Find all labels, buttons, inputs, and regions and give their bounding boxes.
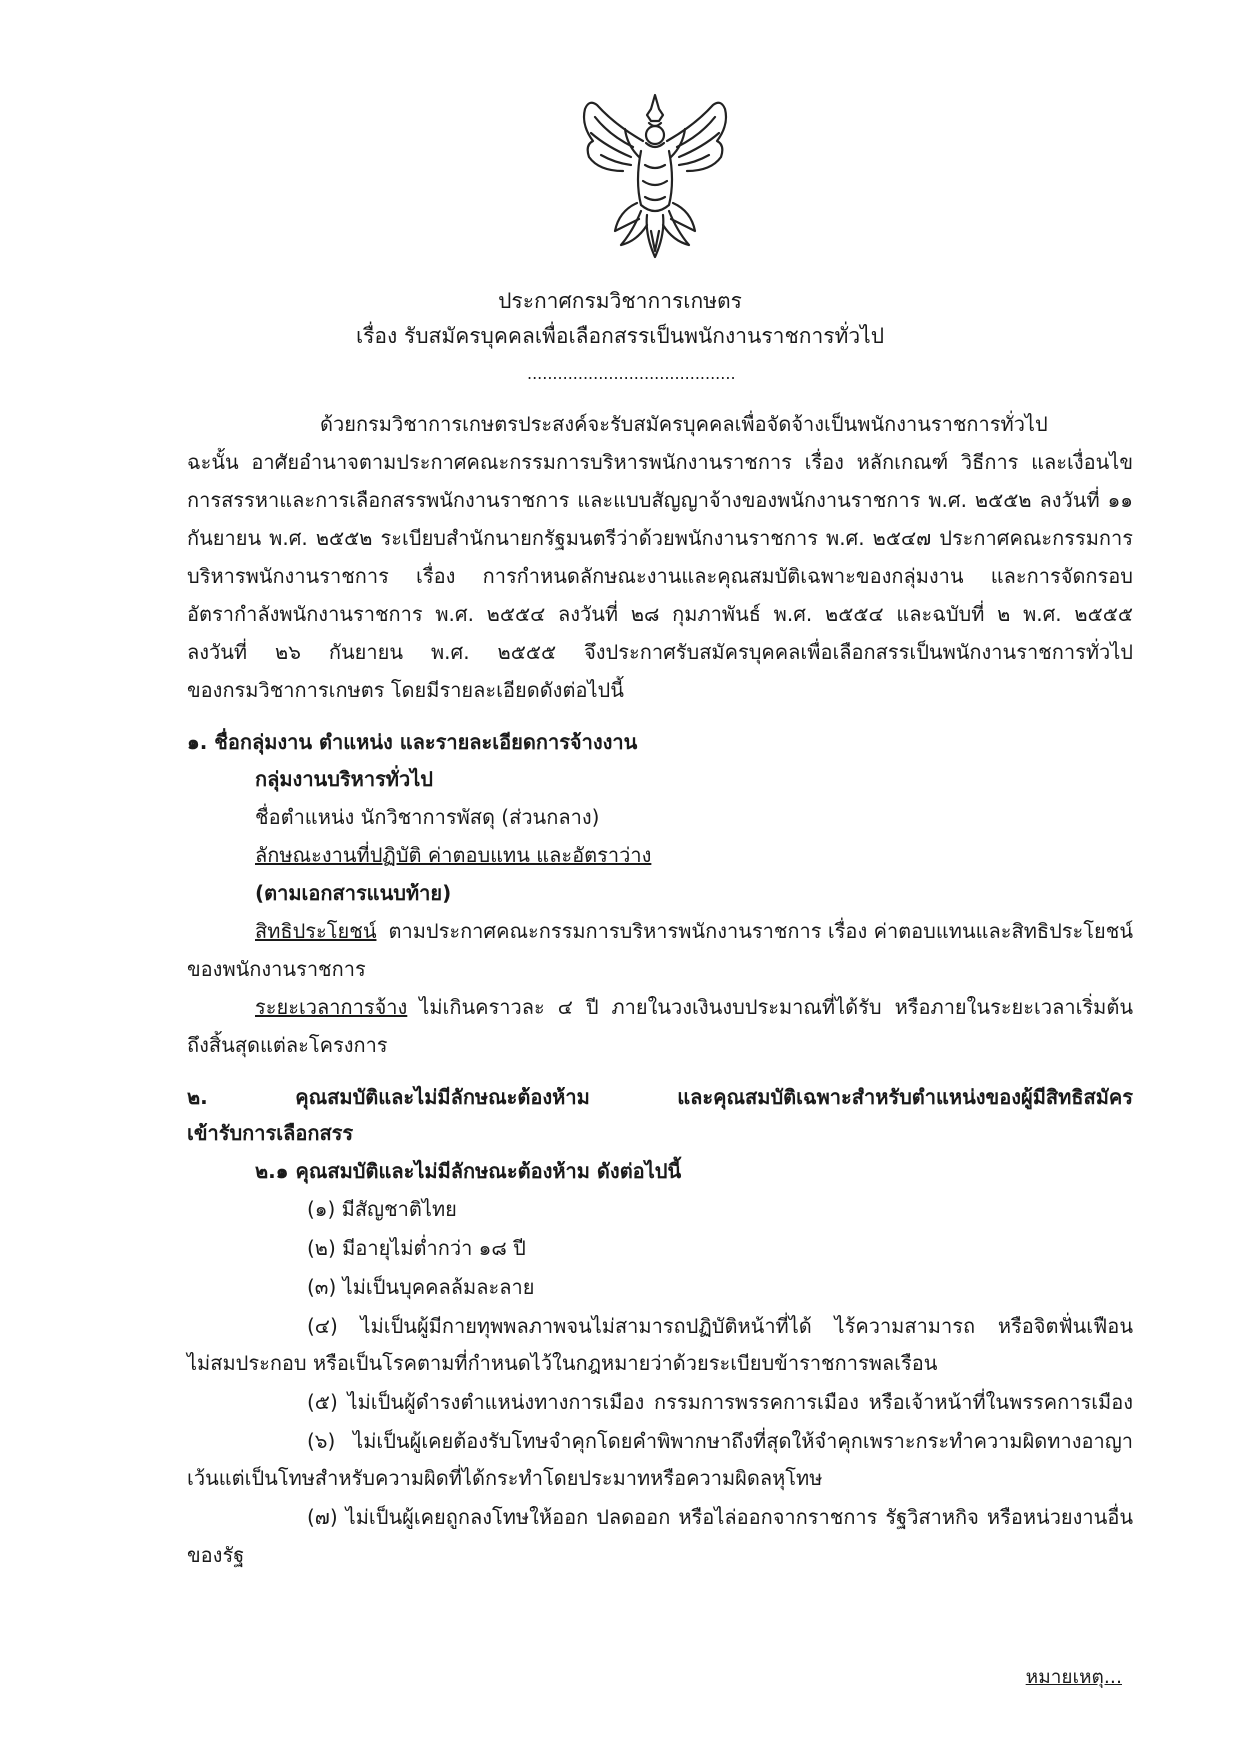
attachment-note: (ตามเอกสารแนบท้าย) (255, 881, 452, 905)
intro-line: การสรรหาและการเลือกสรรพนักงานราชการ และแบบสัญญาจ้างของพนักงานราชการ พ.ศ. ๒๕๕๒ ลงวันที่ ๑๑ (187, 488, 1133, 512)
qualification-item: (๒) มีอายุไม่ต่ำกว่า ๑๘ ปี (307, 1236, 526, 1260)
qualification-item-cont: ไม่สมประกอบ หรือเป็นโรคตามที่กำหนดไว้ในกฎหมายว่าด้วยระเบียบข้าราชการพลเรือน (187, 1351, 938, 1375)
intro-line: บริหารพนักงานราชการ เรื่อง การกำหนดลักษณะงานและคุณสมบัติเฉพาะของกลุ่มงาน และการจัดกรอบ (187, 564, 1133, 588)
section-1-heading: ๑. ชื่อกลุ่มงาน ตำแหน่ง และรายละเอียดการจ้างงาน (187, 730, 638, 754)
position-name: ชื่อตำแหน่ง นักวิชาการพัสดุ (ส่วนกลาง) (255, 805, 600, 829)
qualification-item: (๕) ไม่เป็นผู้ดำรงตำแหน่งทางการเมือง กรรมการพรรคการเมือง หรือเจ้าหน้าที่ในพรรคการเมือง (307, 1390, 1133, 1414)
term-continuation: ถึงสิ้นสุดแต่ละโครงการ (187, 1033, 388, 1057)
title-separator: ......................................... (527, 364, 736, 383)
term-label: ระยะเวลาการจ้าง (255, 995, 408, 1019)
qualification-item-cont: ของรัฐ (187, 1543, 245, 1567)
benefits-text: ตามประกาศคณะกรรมการบริหารพนักงานราชการ เรื่อง ค่าตอบแทนและสิทธิประโยชน์ (388, 919, 1133, 943)
document-subject: เรื่อง รับสมัครบุคคลเพื่อเลือกสรรเป็นพนักงานราชการทั่วไป (355, 324, 885, 348)
benefits-line (255, 917, 1133, 945)
intro-line: ฉะนั้น อาศัยอำนาจตามประกาศคณะกรรมการบริหารพนักงานราชการ เรื่อง หลักเกณฑ์ วิธีการ และเงื่อนไข (187, 450, 1134, 474)
continued-text: หมายเหตุ... (1025, 1666, 1122, 1688)
qualification-item: (๖) ไม่เป็นผู้เคยต้องรับโทษจำคุกโดยคำพิพากษาถึงที่สุดให้จำคุกเพราะกระทำความผิดทางอาญา (307, 1429, 1133, 1453)
duties-label: ลักษณะงานที่ปฏิบัติ ค่าตอบแทน และอัตราว่าง (255, 843, 652, 867)
qualification-item: (๗) ไม่เป็นผู้เคยถูกลงโทษให้ออก ปลดออก หรือไล่ออกจากราชการ รัฐวิสาหกิจ หรือหน่วยงานอื่น (307, 1505, 1134, 1529)
qualification-item: (๑) มีสัญชาติไทย (307, 1197, 457, 1221)
qualification-item: (๔) ไม่เป็นผู้มีกายทุพพลภาพจนไม่สามารถปฏิบัติหน้าที่ได้ ไร้ความสามารถ หรือจิตฟั่นเฟือน (307, 1314, 1133, 1338)
intro-line: กันยายน พ.ศ. ๒๕๕๒ ระเบียบสำนักนายกรัฐมนตรีว่าด้วยพนักงานราชการ พ.ศ. ๒๕๔๗ ประกาศคณะกรรมการ (187, 526, 1133, 550)
section-2-1-heading: ๒.๑ คุณสมบัติและไม่มีลักษณะต้องห้าม ดังต่อไปนี้ (255, 1159, 682, 1183)
benefits-label: สิทธิประโยชน์ (255, 919, 377, 943)
garuda-emblem-icon (575, 85, 735, 265)
document-title: ประกาศกรมวิชาการเกษตร (498, 289, 742, 313)
benefits-continuation: ของพนักงานราชการ (187, 957, 366, 981)
intro-line: อัตรากำลังพนักงานราชการ พ.ศ. ๒๕๕๔ ลงวันที่ ๒๘ กุมภาพันธ์ พ.ศ. ๒๕๕๔ และฉบับที่ ๒ พ.ศ. ๒๕๕๕ (187, 602, 1133, 626)
section-2-heading: ๒. คุณสมบัติและไม่มีลักษณะต้องห้าม และคุณสมบัติเฉพาะสำหรับตำแหน่งของผู้มีสิทธิสมัคร (187, 1085, 1133, 1109)
job-group: กลุ่มงานบริหารทั่วไป (255, 767, 433, 791)
continued-marker (1026, 1663, 1122, 1691)
intro-line: ลงวันที่ ๒๖ กันยายน พ.ศ. ๒๕๕๕ จึงประกาศรับสมัครบุคคลเพื่อเลือกสรรเป็นพนักงานราชการทั่วไป (187, 640, 1133, 664)
qualification-item-cont: เว้นแต่เป็นโทษสำหรับความผิดที่ได้กระทำโดยประมาทหรือความผิดลหุโทษ (187, 1466, 823, 1490)
intro-line: ด้วยกรมวิชาการเกษตรประสงค์จะรับสมัครบุคคลเพื่อจัดจ้างเป็นพนักงานราชการทั่วไป (320, 412, 1048, 436)
qualification-item: (๓) ไม่เป็นบุคคลล้มละลาย (307, 1275, 535, 1299)
term-line (255, 993, 1133, 1021)
intro-line: ของกรมวิชาการเกษตร โดยมีรายละเอียดดังต่อไปนี้ (187, 678, 624, 702)
term-text: ไม่เกินคราวละ ๔ ปี ภายในวงเงินงบประมาณที่ได้รับ หรือภายในระยะเวลาเริ่มต้น (419, 995, 1133, 1019)
section-2-heading-cont: เข้ารับการเลือกสรร (187, 1121, 354, 1145)
